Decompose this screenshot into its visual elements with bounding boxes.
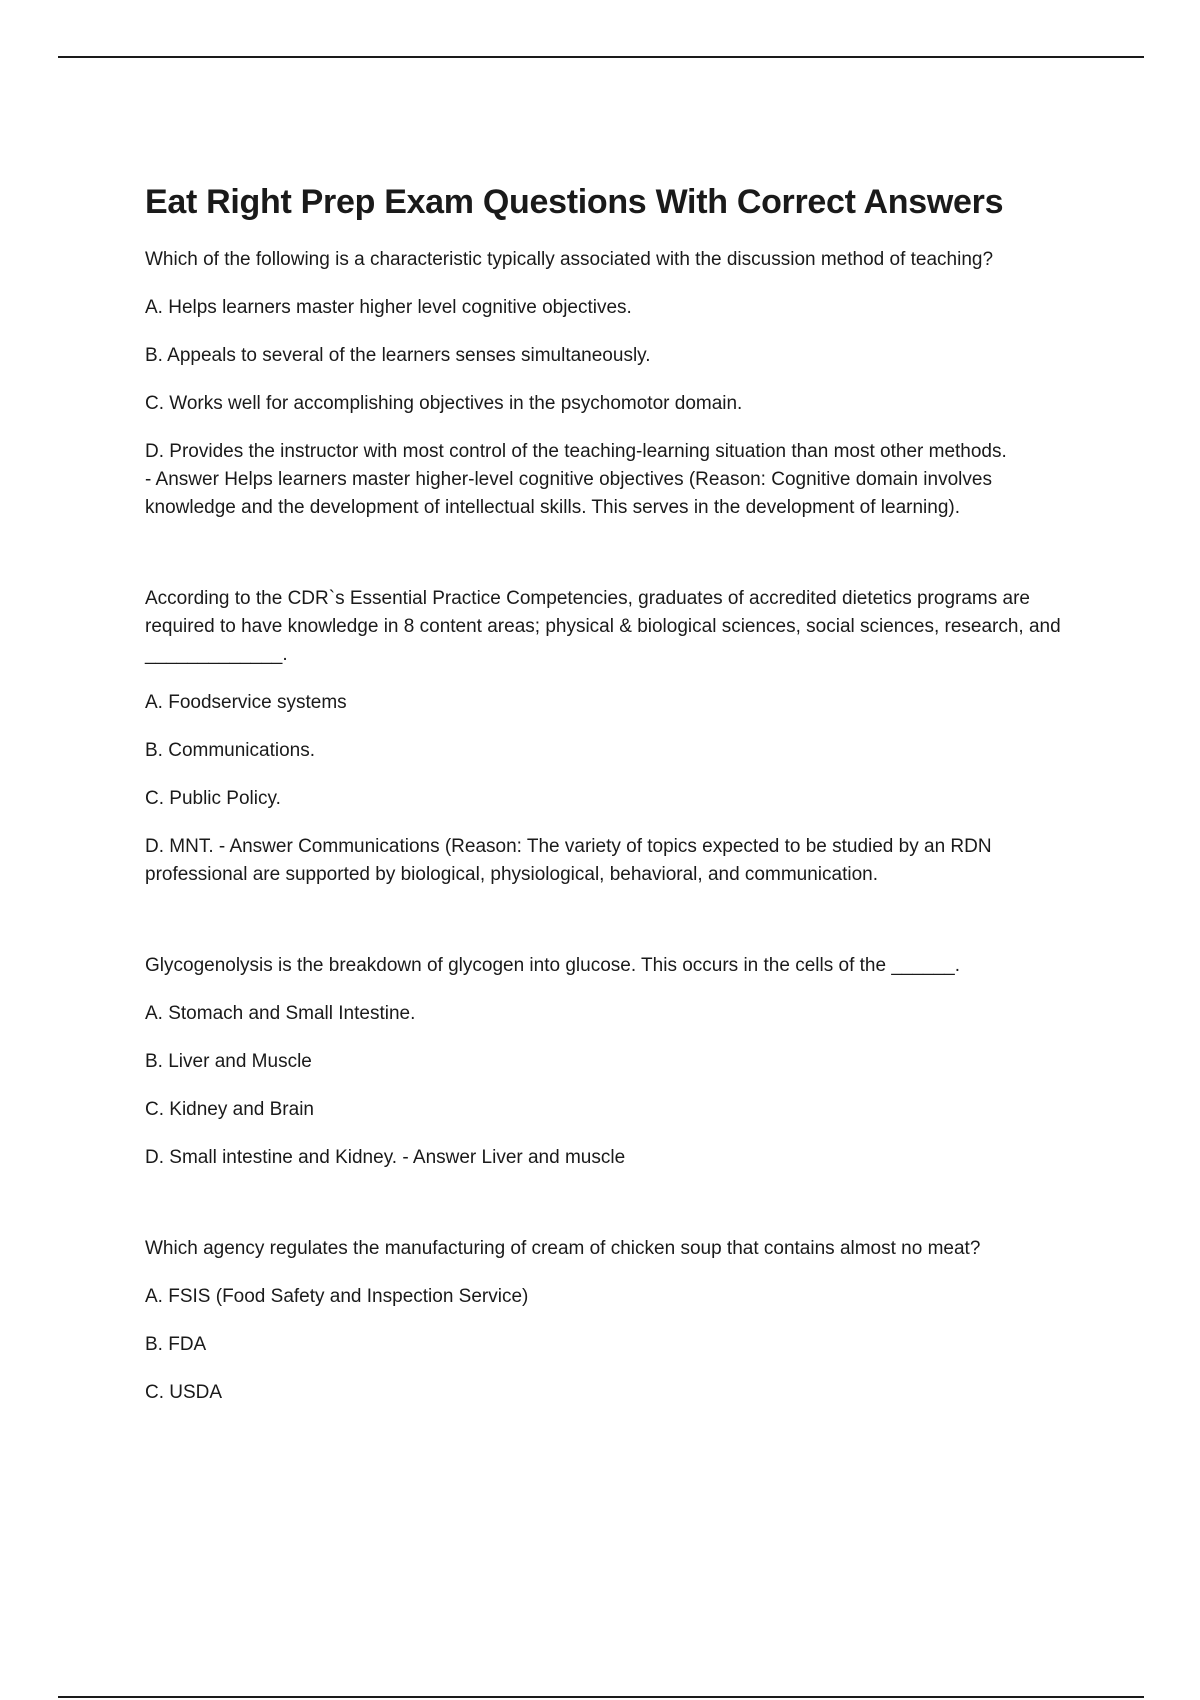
question-text: Glycogenolysis is the breakdown of glycogen into glucose. This occurs in the cells of the ______. — [145, 955, 961, 976]
option-d: D. Small intestine and Kidney. - Answer Liver and muscle — [145, 1147, 626, 1168]
question-4 — [145, 1235, 1085, 1407]
option-c: C. USDA — [145, 1382, 223, 1403]
option-b: B. FDA — [145, 1334, 207, 1355]
option-b: B. Liver and Muscle — [145, 1051, 312, 1072]
option-d: D. Provides the instructor with most control of the teaching-learning situation than most other methods. — [145, 441, 1007, 462]
option-b: B. Appeals to several of the learners senses simultaneously. — [145, 345, 651, 366]
document-body — [145, 178, 1085, 1470]
option-c: C. Works well for accomplishing objectives in the psychomotor domain. — [145, 393, 743, 414]
bottom-divider — [58, 1696, 1144, 1698]
option-a: A. FSIS (Food Safety and Inspection Service) — [145, 1286, 529, 1307]
question-3 — [145, 952, 1085, 1172]
page-title: Eat Right Prep Exam Questions With Correct Answers — [145, 183, 1004, 221]
option-c: C. Kidney and Brain — [145, 1099, 314, 1120]
option-a: A. Foodservice systems — [145, 692, 347, 713]
question-text: Which agency regulates the manufacturing of cream of chicken soup that contains almost no meat? — [145, 1238, 981, 1259]
answer-text: - Answer Helps learners master higher-level cognitive objectives (Reason: Cognitive domain involves knowledge and the development of intellectual skills. This serves in the development of learning). — [145, 469, 992, 518]
option-d: D. MNT. - Answer Communications (Reason: The variety of topics expected to be studied by an RDN professional are supported by biological, physiological, behavioral, and communication. — [145, 836, 992, 885]
option-a: A. Stomach and Small Intestine. — [145, 1003, 416, 1024]
question-text: Which of the following is a characteristic typically associated with the discussion method of teaching? — [145, 249, 994, 270]
option-c: C. Public Policy. — [145, 788, 281, 809]
top-divider — [58, 56, 1144, 58]
option-a: A. Helps learners master higher level cognitive objectives. — [145, 297, 632, 318]
question-2 — [145, 585, 1085, 889]
option-b: B. Communications. — [145, 740, 316, 761]
question-1 — [145, 246, 1085, 522]
question-text: According to the CDR`s Essential Practice Competencies, graduates of accredited dietetics programs are required to have knowledge in 8 content areas; physical & biological sciences, social sciences, research, and _____________. — [145, 588, 1061, 665]
